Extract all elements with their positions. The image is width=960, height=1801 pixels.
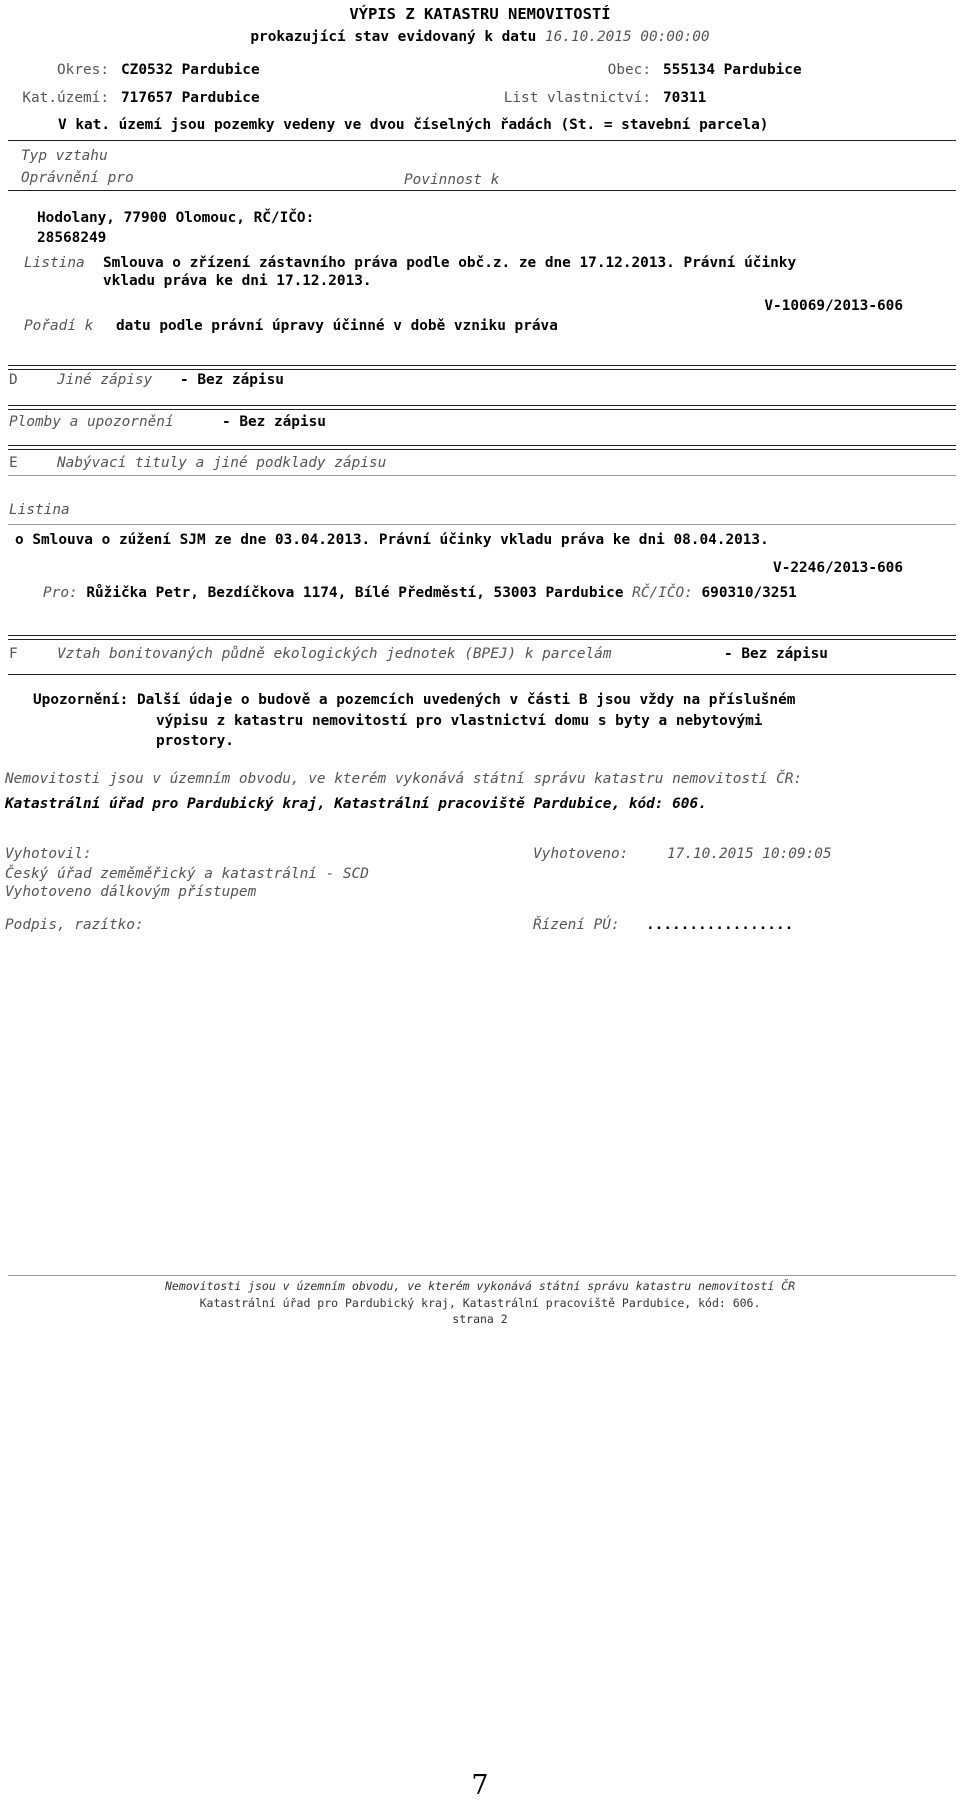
warning-line-1: Upozornění: Další údaje o budově a pozemcích uvedených v části B jsou vždy na příslušném	[33, 692, 796, 708]
footer-line-2: Katastrální úřad pro Pardubický kraj, Katastrální pracoviště Pardubice, kód: 606.	[199, 1296, 761, 1310]
divider	[8, 449, 956, 450]
divider	[8, 639, 956, 640]
divider	[8, 475, 956, 476]
poradi-label: Pořadí k	[24, 318, 94, 334]
section-d-label: Jiné zápisy	[57, 372, 153, 388]
divider	[8, 674, 956, 675]
divider	[8, 409, 956, 410]
okres-value: CZ0532 Pardubice	[121, 62, 260, 78]
listina-text: Smlouva o zřízení zástavního práva podle obč.z. ze dne 17.12.2013. Právní účinky	[103, 255, 797, 271]
vyhotoveno-label: Vyhotoveno:	[533, 846, 629, 862]
section-d-value: - Bez zápisu	[180, 372, 284, 388]
vyhotovil-label: Vyhotovil:	[5, 846, 92, 862]
divider	[8, 365, 956, 366]
list-label: List vlastnictví:	[503, 90, 651, 106]
section-e-letter: E	[9, 455, 18, 471]
rc-value: 690310/3251	[701, 585, 797, 601]
listina-label: Listina	[24, 255, 85, 271]
warning-line-2: výpisu z katastru nemovitostí pro vlastnictví domu s byty a nebytovými	[156, 713, 763, 729]
divider	[8, 445, 956, 446]
pro-value: Růžička Petr, Bezdíčkova 1174, Bílé Předměstí, 53003 Pardubice	[86, 585, 624, 601]
pro-label: Pro:	[43, 585, 78, 601]
entity-line-2: 28568249	[37, 230, 107, 246]
warning-line-3: prostory.	[156, 733, 234, 749]
divider	[8, 405, 956, 406]
plomby-value: - Bez zápisu	[222, 414, 326, 430]
plomby-label: Plomby a upozornění	[9, 414, 174, 430]
katuzemi-value: 717657 Pardubice	[121, 90, 260, 106]
footer-page-label: strana 2	[452, 1312, 508, 1326]
vyhotovil-method: Vyhotoveno dálkovým přístupem	[5, 884, 257, 900]
footer-divider	[8, 1275, 956, 1276]
section-e-item: o Smlouva o zúžení SJM ze dne 03.04.2013. Právní účinky vkladu práva ke dni 08.04.2013.	[15, 532, 769, 548]
listina-reference: V-10069/2013-606	[764, 298, 903, 314]
povinnost-k-label: Povinnost k	[404, 172, 500, 188]
divider	[8, 190, 956, 191]
rizeni-value: .................	[646, 917, 794, 933]
rizeni-label: Řízení PÚ:	[533, 917, 620, 933]
divider	[8, 524, 956, 525]
section-d-letter: D	[9, 372, 18, 388]
office-intro: Nemovitosti jsou v územním obvodu, ve kterém vykonává státní správu katastru nemovitostí ČR:	[5, 771, 803, 787]
section-f-letter: F	[9, 646, 18, 662]
poradi-text: datu podle právní úpravy účinné v době vzniku práva	[116, 318, 558, 334]
rc-label: RČ/IČO:	[632, 585, 693, 601]
list-value: 70311	[663, 90, 707, 106]
listina-text-2: vkladu práva ke dni 17.12.2013.	[103, 273, 372, 289]
page-number: 7	[471, 1770, 489, 1801]
section-e-reference: V-2246/2013-606	[773, 560, 903, 576]
okres-label: Okres:	[57, 62, 109, 78]
podpis-label: Podpis, razítko:	[5, 917, 144, 933]
subtitle-prefix: prokazující stav evidovaný k datu	[250, 29, 537, 45]
opravneni-pro-label: Oprávnění pro	[21, 170, 134, 186]
subtitle-date: 16.10.2015 00:00:00	[544, 29, 710, 45]
obec-label: Obec:	[607, 62, 651, 78]
section-e-pro	[43, 585, 797, 602]
kat-uzemi-note: V kat. území jsou pozemky vedeny ve dvou číselných řadách (St. = stavební parcela)	[58, 117, 769, 133]
document-title: VÝPIS Z KATASTRU NEMOVITOSTÍ	[349, 5, 611, 23]
section-f-value: - Bez zápisu	[724, 646, 828, 662]
katuzemi-label: Kat.území:	[22, 90, 109, 106]
footer-line-1: Nemovitosti jsou v územním obvodu, ve kterém vykonává státní správu katastru nemovitostí ČR	[164, 1279, 796, 1293]
divider	[8, 140, 956, 141]
section-e-label: Nabývací tituly a jiné podklady zápisu	[57, 455, 387, 471]
entity-line-1: Hodolany, 77900 Olomouc, RČ/IČO:	[37, 210, 315, 226]
obec-value: 555134 Pardubice	[663, 62, 802, 78]
document-subtitle	[0, 29, 960, 46]
typ-vztahu-label: Typ vztahu	[21, 148, 108, 164]
office-name: Katastrální úřad pro Pardubický kraj, Katastrální pracoviště Pardubice, kód: 606.	[5, 796, 707, 812]
section-e-listina-label: Listina	[9, 502, 70, 518]
vyhotoveno-value: 17.10.2015 10:09:05	[667, 846, 832, 862]
section-f-label: Vztah bonitovaných půdně ekologických jednotek (BPEJ) k parcelám	[57, 646, 612, 662]
divider	[8, 635, 956, 636]
divider	[8, 369, 956, 370]
vyhotovil-org: Český úřad zeměměřický a katastrální - SCD	[5, 866, 369, 882]
